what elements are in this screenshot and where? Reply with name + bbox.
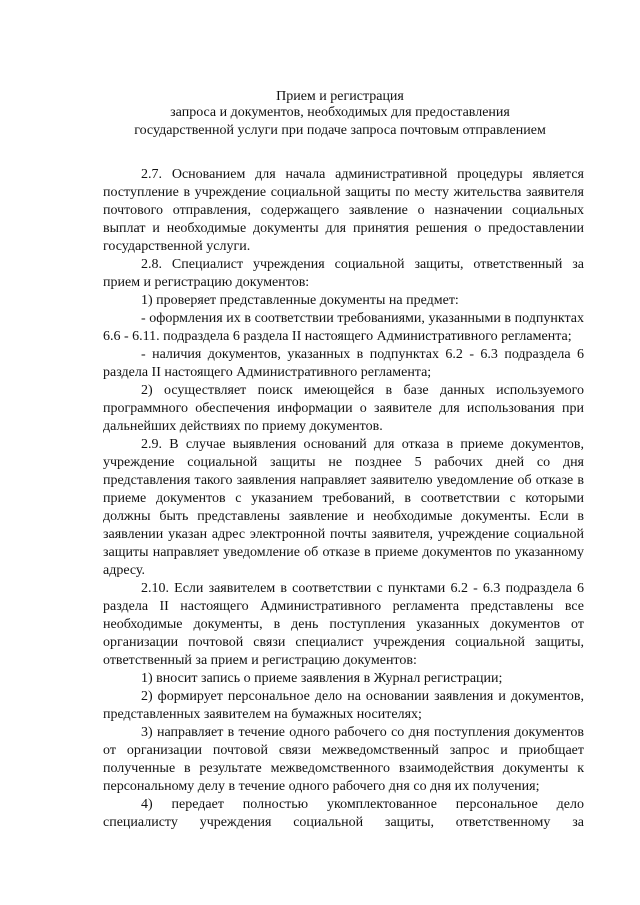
title-line-3: государственной услуги при подаче запроса почтовым отправлением [134,123,546,138]
paragraph-2-9: 2.9. В случае выявления оснований для отказа в приеме документов, учреждение социальной защиты не позднее 5 рабочих дней со дня представления такого заявления направляет заявителю уведомление об отказе в приеме документов с указанием требований, в соответствии с которыми должны быть представлены заявление и необходимые документы. Если в заявлении указан адрес электронной почты заявителя, учреждение социальной защиты направляет уведомление об отказе в приеме документов по указанному адресу. [103,437,584,578]
list-item-formatting: - оформления их в соответствии требованиями, указанными в подпунктах 6.6 - 6.11. подраздела 6 раздела II настоящего Административного регламента; [103,311,584,344]
paragraph-2-7: 2.7. Основанием для начала административной процедуры является поступление в учреждение социальной защиты по месту жительства заявителя почтового отправления, содержащего заявление о назначении социальных выплат и необходимые документы для принятия решения о предоставлении государственной услуги. [103,167,584,254]
paragraph-2-8: 2.8. Специалист учреждения социальной защиты, ответственный за прием и регистрацию документов: [103,257,584,290]
list-item-2-file: 2) формирует персональное дело на основании заявления и документов, представленных заявителем на бумажных носителях; [103,689,584,722]
list-item-documents: - наличия документов, указанных в подпунктах 6.2 - 6.3 подраздела 6 раздела II настоящего Административного регламента; [103,347,584,380]
list-item-1-check: 1) проверяет представленные документы на предмет: [141,293,459,308]
list-item-1-register: 1) вносит запись о приеме заявления в Журнал регистрации; [141,671,503,686]
list-item-3-request: 3) направляет в течение одного рабочего со дня поступления документов от организации почтовой связи межведомственный запрос и приобщает полученные в результате межведомственного взаимодействия документы к персональному делу в течение одного рабочего дня со дня их получения; [103,725,584,794]
document-body [103,166,584,832]
title-line-1: Прием и регистрация [276,89,404,104]
list-item-4-transfer: 4) передает полностью укомплектованное персональное дело специалисту учреждения социальной защиты, ответственному за [103,797,584,830]
paragraph-2-10: 2.10. Если заявителем в соответствии с пунктами 6.2 - 6.3 подраздела 6 раздела II настоящего Административного регламента представлены все необходимые документы, в день поступления указанных документов от организации почтовой связи специалист учреждения социальной защиты, ответственный за прием и регистрацию документов: [103,581,584,668]
list-item-2-search: 2) осуществляет поиск имеющейся в базе данных используемого программного обеспечения информации о заявителе для использования при дальнейших действиях по приему документов. [103,383,584,434]
title-line-2: запроса и документов, необходимых для предоставления [170,105,510,120]
